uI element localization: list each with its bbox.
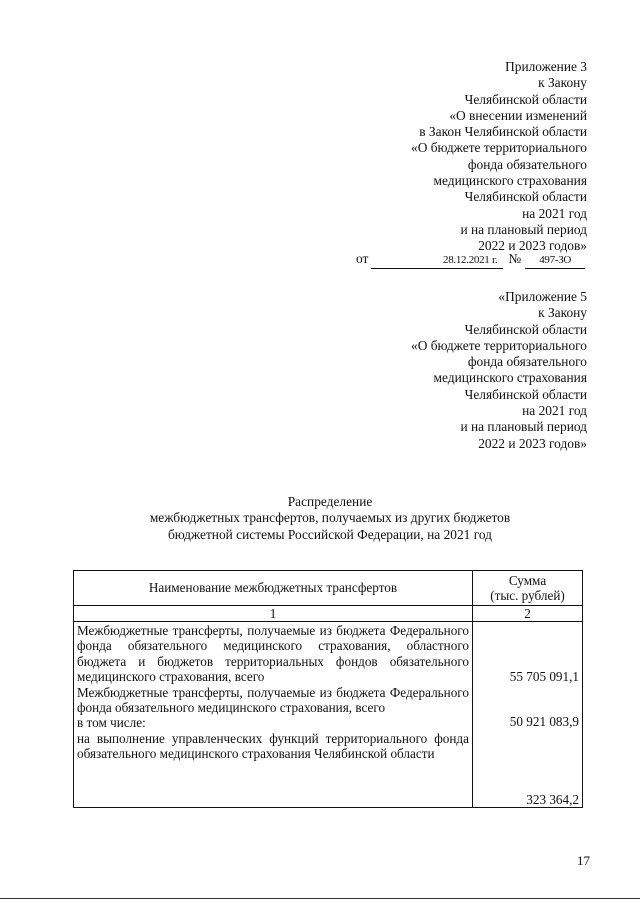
appendix-3-line: Челябинской области (464, 91, 587, 107)
title-line-1: Распределение (287, 494, 373, 509)
appendix-5-line: медицинского страхования (433, 370, 587, 386)
appendix-3-line: 2022 и 2023 годов» (478, 238, 587, 254)
header-name-cell: Наименование межбюджетных трансфертов (74, 571, 473, 606)
appendix-3-line: и на плановый период (460, 221, 587, 237)
transfer-names-cell (74, 622, 473, 808)
appendix-3-line: в Закон Челябинской области (419, 124, 587, 140)
law-date-number-row (356, 251, 585, 269)
number-label: № (508, 251, 522, 266)
column-number-row (74, 606, 583, 622)
amount-management: 323 364,2 (526, 791, 579, 807)
appendix-5-line: Челябинской области (464, 386, 587, 402)
appendix-3-line: медицинского страхования (433, 173, 587, 189)
appendix-5-line: на 2021 год (522, 403, 587, 419)
header-sum-line-1: Сумма (508, 572, 547, 588)
appendix-3-line: Челябинской области (464, 189, 587, 205)
law-date: 28.12.2021 г. (371, 252, 503, 269)
transfer-name-total: Межбюджетные трансферты, получаемые из бюджета Федерального фонда обязательного медицинского страхования, областного бюджета и бюджетов территориальных фондов обязательного медицинского страхования, всего (77, 623, 469, 685)
appendix-3-line: на 2021 год (522, 205, 587, 221)
appendix-5-line: и на плановый период (460, 419, 587, 435)
document-title (60, 494, 600, 543)
title-line-2: межбюджетных трансфертов, получаемых из других бюджетов (149, 510, 511, 526)
appendix-5-line: к Закону (538, 305, 587, 321)
table-body-row (74, 622, 583, 808)
amount-federal: 50 921 083,9 (509, 714, 579, 730)
page-number: 17 (577, 853, 590, 868)
transfer-name-federal: Межбюджетные трансферты, получаемые из бюджета Федерального фонда обязательного медицинского страхования, всего (77, 684, 469, 716)
appendix-3-line: фонда обязательного (467, 156, 587, 172)
appendix-5-line: «О бюджете территориального (411, 337, 587, 353)
appendix-5-line: фонда обязательного (467, 354, 587, 370)
transfer-name-including: в том числе: (77, 715, 146, 731)
from-label: от (356, 251, 369, 266)
amount-total: 55 705 091,1 (509, 669, 579, 684)
title-line-3: бюджетной системы Российской Федерации, на 2021 год (167, 526, 492, 542)
transfers-table (73, 570, 583, 808)
column-number-1: 1 (74, 606, 473, 622)
appendix-3-heading (411, 59, 587, 255)
header-sum-cell (473, 571, 583, 606)
appendix-5-heading (411, 289, 587, 452)
transfer-amounts-cell (473, 622, 583, 808)
transfer-name-management: на выполнение управленческих функций территориального фонда обязательного медицинского страхования Челябинской области (77, 730, 469, 762)
appendix-5-line: Челябинской области (464, 321, 587, 337)
header-sum-line-2: (тыс. рублей) (490, 588, 565, 603)
table-header-row (74, 571, 583, 606)
appendix-5-line: 2022 и 2023 годов» (478, 435, 587, 451)
appendix-3-line: «О внесении изменений (449, 107, 587, 123)
law-number: 497-ЗО (525, 252, 585, 269)
appendix-3-line: Приложение 3 (505, 59, 587, 74)
appendix-3-line: к Закону (538, 75, 587, 91)
page-bottom-edge (0, 898, 640, 899)
appendix-3-line: «О бюджете территориального (411, 140, 587, 156)
column-number-2: 2 (473, 606, 583, 622)
appendix-5-line: «Приложение 5 (498, 289, 587, 304)
